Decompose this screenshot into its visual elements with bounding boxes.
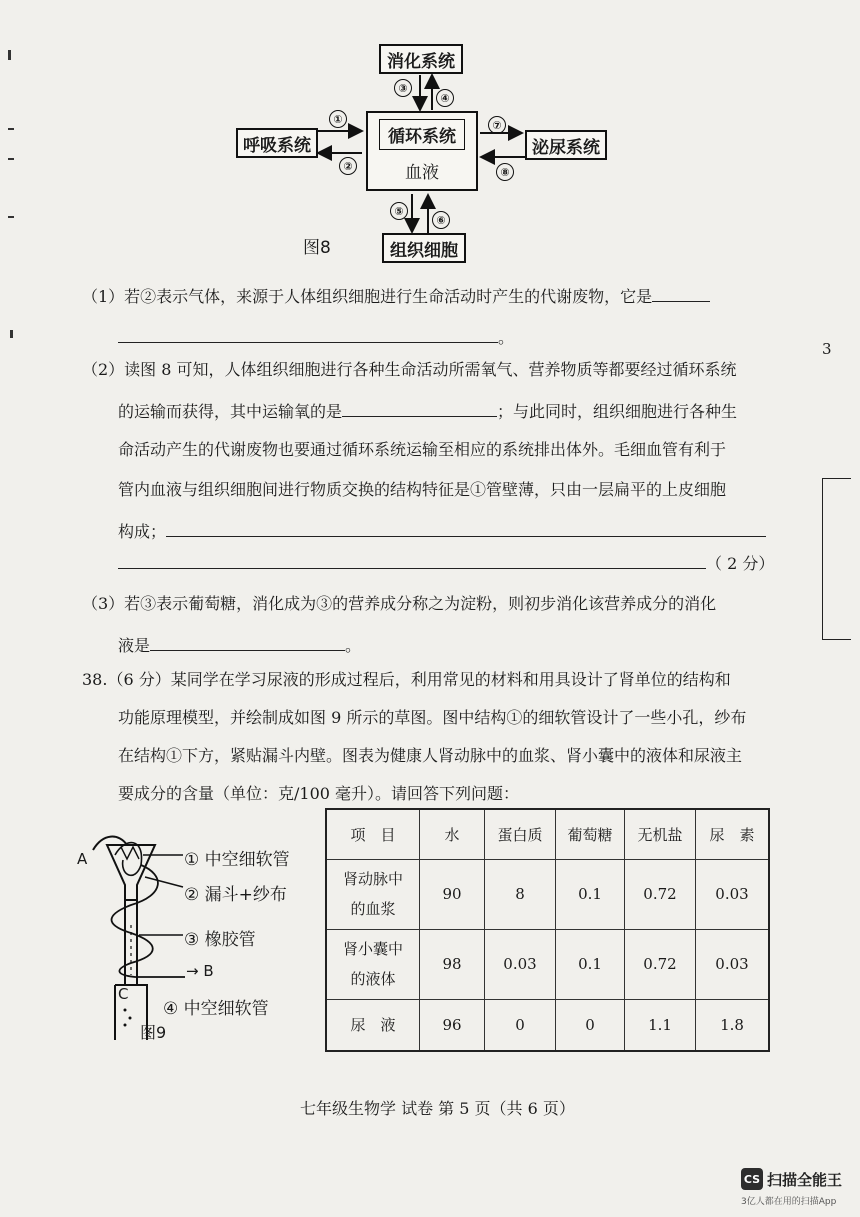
answer-blank-1a[interactable] [652, 283, 710, 302]
answer-blank-2a[interactable] [342, 398, 497, 417]
label-C: C [118, 985, 129, 1003]
scanner-tagline: 3亿人都在用的扫描App [741, 1197, 837, 1207]
marker-3: ③ [394, 79, 412, 97]
marker-6: ⑥ [432, 211, 450, 229]
table-header: 尿 素 [696, 809, 770, 859]
question-1-end: 。 [498, 328, 515, 347]
label-funnel-gauze: ② 漏斗+纱布 [184, 885, 287, 905]
blood-label: 血液 [405, 163, 439, 183]
margin-mark [8, 158, 14, 160]
table-cell: 8 [485, 859, 556, 929]
figure-8-caption: 图8 [303, 238, 331, 258]
question-1-text: （1）若②表示气体，来源于人体组织细胞进行生命活动时产生的代谢废物，它是 [82, 287, 653, 306]
label-hollow-tube-4: ④ 中空细软管 [163, 999, 269, 1019]
question-3-line-2 [118, 632, 361, 658]
digestive-system-label: 消化系统 [387, 51, 455, 72]
question-38-line-3: 在结构①下方，紧贴漏斗内壁。图表为健康人肾动脉中的血浆、肾小囊中的液体和尿液主 [118, 746, 743, 765]
table-cell: 0.72 [625, 859, 696, 929]
marker-5: ⑤ [390, 202, 408, 220]
table-cell: 0.1 [556, 859, 625, 929]
question-2-text-a: 的运输而获得，其中运输氧的是 [118, 402, 343, 421]
table-header: 项 目 [326, 809, 420, 859]
question-38-line-1: 38.（6 分）某同学在学习尿液的形成过程后，利用常见的材料和用具设计了肾单位的结构和 [82, 670, 731, 689]
label-rubber-tube: ③ 橡胶管 [184, 930, 256, 950]
table-cell: 0 [556, 999, 625, 1051]
marker-8: ⑧ [496, 163, 514, 181]
margin-mark [8, 216, 14, 218]
row-label-line: 肾小囊中 [342, 940, 403, 958]
table-row-label [326, 929, 420, 999]
table-header: 水 [420, 809, 485, 859]
marker-4: ④ [436, 89, 454, 107]
question-38-line-4: 要成分的含量（单位：克/100 毫升）。请回答下列问题： [118, 784, 520, 803]
question-2-line-3: 命活动产生的代谢废物也要通过循环系统运输至相应的系统排出体外。毛细血管有利于 [118, 440, 727, 459]
margin-mark [8, 50, 11, 60]
margin-mark [8, 128, 14, 130]
table-header: 无机盐 [625, 809, 696, 859]
table-row [326, 929, 769, 999]
question-2-line-6 [118, 550, 774, 576]
tissue-cells-label: 组织细胞 [390, 240, 458, 261]
table-cell: 98 [420, 929, 485, 999]
marker-7: ⑦ [488, 116, 506, 134]
question-1 [82, 283, 710, 309]
row-label-line: 肾动脉中 [342, 870, 403, 888]
table-row [326, 999, 769, 1051]
page-footer: 七年级生物学 试卷 第 5 页（共 6 页） [300, 1099, 575, 1118]
question-2-text-b: ；与此同时，组织细胞进行各种生 [497, 402, 738, 421]
marker-1: ① [329, 110, 347, 128]
table-cell: 0.03 [696, 929, 770, 999]
table-header: 葡萄糖 [556, 809, 625, 859]
table-cell: 1.8 [696, 999, 770, 1051]
table-cell: 0 [485, 999, 556, 1051]
table-cell: 0.1 [556, 929, 625, 999]
question-2-line-5 [118, 518, 766, 544]
question-3-end: 。 [345, 636, 362, 655]
question-2-line-4: 管内血液与组织细胞间进行物质交换的结构特征是①管壁薄，只由一层扁平的上皮细胞 [118, 480, 727, 499]
table-cell: 90 [420, 859, 485, 929]
margin-digit: 3 [822, 340, 832, 358]
table-header-row [326, 809, 769, 859]
table-cell: 96 [420, 999, 485, 1051]
answer-blank-3[interactable] [150, 632, 345, 651]
answer-blank-2c[interactable] [118, 550, 706, 569]
table-row-label: 尿 液 [326, 999, 420, 1051]
respiratory-system-box [236, 128, 318, 158]
urinary-system-label: 泌尿系统 [532, 137, 600, 158]
question-2-text-c: 构成； [118, 522, 167, 541]
question-3-text: 液是 [118, 636, 151, 655]
question-3-line-1: （3）若③表示葡萄糖，消化成为③的营养成分称之为淀粉，则初步消化该营养成分的消化 [82, 594, 717, 613]
circulatory-system-label: 循环系统 [379, 119, 465, 150]
margin-bracket [822, 478, 851, 640]
question-38-line-2: 功能原理模型，并绘制成如图 9 所示的草图。图中结构①的细软管设计了一些小孔，纱布 [118, 708, 747, 727]
scanner-app-name: 扫描全能王 [767, 1171, 843, 1189]
answer-blank-2b[interactable] [166, 518, 766, 537]
table-cell: 1.1 [625, 999, 696, 1051]
respiratory-system-label: 呼吸系统 [243, 135, 311, 156]
margin-mark [10, 330, 13, 338]
table-cell: 0.03 [485, 929, 556, 999]
urinary-system-box [525, 130, 607, 160]
table-cell: 0.03 [696, 859, 770, 929]
question-2-line-1: （2）读图 8 可知，人体组织细胞进行各种生命活动所需氧气、营养物质等都要经过循环系统 [82, 360, 737, 379]
label-A: A [77, 850, 88, 868]
answer-blank-1b[interactable] [118, 324, 498, 343]
composition-table [325, 808, 770, 1052]
label-B: → B [186, 962, 214, 980]
figure-9-caption: 图9 [140, 1023, 167, 1042]
table-row-label [326, 859, 420, 929]
row-label-line: 的液体 [350, 970, 396, 988]
tissue-cells-box [382, 233, 466, 263]
digestive-system-box [379, 44, 463, 74]
table-row [326, 859, 769, 929]
scanner-logo-icon: CS [741, 1168, 763, 1190]
label-hollow-tube-1: ① 中空细软管 [184, 850, 290, 870]
question-1-cont [118, 324, 514, 350]
circulatory-system-box [366, 111, 478, 191]
row-label-line: 的血浆 [350, 900, 396, 918]
table-cell: 0.72 [625, 929, 696, 999]
question-2-line-2 [118, 398, 737, 424]
question-2-score: （ 2 分） [706, 554, 775, 573]
table-header: 蛋白质 [485, 809, 556, 859]
marker-2: ② [339, 157, 357, 175]
